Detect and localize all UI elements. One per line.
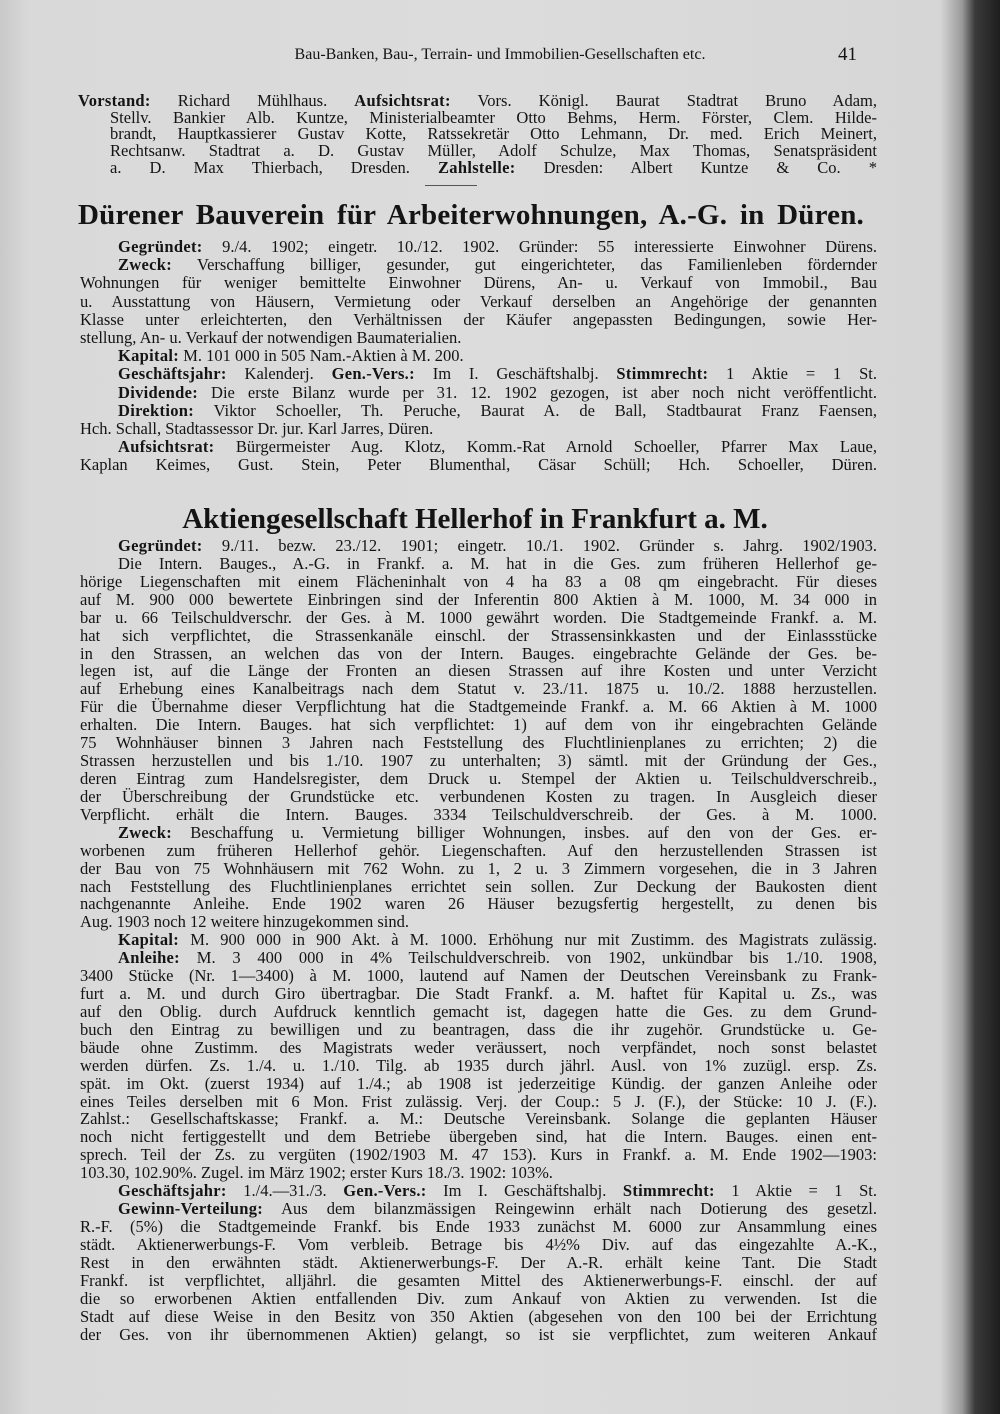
hellerhof-entry-line <box>80 1325 877 1345</box>
hellerhof-entry-line <box>118 1199 877 1219</box>
field-text: noch nicht fertiggestellt und dem Betriebe übergeben sind, hat die Intern. Bauges. einen ent- <box>80 1127 877 1147</box>
field-text: sprech. Teil der Zs. zu vergüten (1902/1903 M. 47 153). Kurs in Frankf. a. M. Ende 1902—1903: <box>80 1145 877 1165</box>
field-text: Aus dem bilanzmässigen Reingewinn erhält nach Dotierung des gesetzl. <box>263 1199 877 1218</box>
field-label: Gen.-Vers.: <box>331 364 415 384</box>
field-text: hörige Liegenschaften mit einem Flächeninhalt von 4 ha 83 a 08 qm eingebracht. Für dieses <box>80 571 877 591</box>
field-text: Klasse unter erleichterten, den Verhältnissen der Käufer angepassten Bedingungen, sowie Her- <box>80 309 877 329</box>
field-text: Für die Übernahme dieser Verpflichtung hat die Stadtgemeinde Frankf. a. M. 66 Aktien à M. 1000 <box>80 697 877 717</box>
field-text: der Ges. von ihr übernommenen Aktien) gelangt, so ist sie verpflichtet, zum weiteren Ankauf <box>80 1324 877 1344</box>
field-label: Geschäftsjahr: <box>118 364 227 384</box>
field-text: Kaplan Keimes, Gust. Stein, Peter Blumenthal, Cäsar Schüll; Hch. Schoeller, Düren. <box>80 455 877 475</box>
field-text: Hch. Schall, Stadtassessor Dr. jur. Karl Jarres, Düren. <box>80 419 434 438</box>
field-text: Aug. 1903 noch 12 weitere hinzugekommen sind. <box>80 912 410 932</box>
field-text: 9./11. bezw. 23./12. 1901; eingetr. 10./1. 1902. Gründer s. Jahrg. 1902/1903. <box>202 536 877 555</box>
field-label: Gewinn-Verteilung: <box>118 1199 264 1218</box>
field-text: brandt, Hauptkassierer Gustav Kotte, Ratssekretär Otto Lehmann, Dr. med. Erich Meinert, <box>110 124 877 144</box>
field-text: Vors. Königl. Baurat Stadtrat Bruno Adam, <box>450 91 877 110</box>
hellerhof-entry-line <box>80 1109 877 1129</box>
field-text: Stadt auf diese Weise in den Besitz von 350 Aktien (abgesehen von den 100 bei der Errichtung <box>80 1306 877 1326</box>
field-text: nach Feststellung des Fluchtlinienplanes errichtet sein sollen. Zur Deckung der Baukosten dient <box>80 876 877 896</box>
dueren-entry-line <box>118 346 877 366</box>
page-number: 41 <box>838 44 857 65</box>
dueren-entry-line <box>80 310 877 330</box>
field-label: Geschäftsjahr: <box>118 1181 227 1201</box>
dueren-entry-line <box>118 364 877 384</box>
field-text: M. 900 000 in 900 Akt. à M. 1000. Erhöhung nur mit Zustimm. des Magistrats zulässig. <box>179 930 877 950</box>
hellerhof-entry-line <box>80 751 877 771</box>
field-text: 75 Wohnhäuser binnen 3 Jahren nach Feststellung des Fluchtlinienplanes zu errichten; 2) die <box>80 733 877 753</box>
field-text: Stellv. Bankier Alb. Kuntze, Ministerialbeamter Otto Behms, Herm. Förster, Clem. Hilde- <box>110 107 877 127</box>
dueren-entry-line <box>118 437 877 457</box>
field-text: Wohnungen für weniger bemittelte Einwohner Dürens, An- u. Verkauf von Immobil., Bau <box>80 273 877 293</box>
field-text: 103.30, 102.90%. Zugel. im März 1902; erster Kurs 18./3. 1902: 103%. <box>80 1163 553 1183</box>
field-label: Kapital: <box>118 930 180 950</box>
hellerhof-entry-line <box>80 661 877 681</box>
field-text: Strassen herzustellen und bis 1./10. 1907 zu unterhalten; 3) sämtl. mit der Gründung der Ges., <box>80 751 877 770</box>
field-label: Zweck: <box>118 822 173 842</box>
field-text: buch den Eintrag zu bewilligen und zu beantragen, dass die ihr zugehör. Grundstücke u. Ge- <box>80 1019 877 1039</box>
field-text: 1./4.—31./3. <box>226 1181 344 1201</box>
field-text: Rechtsanw. Stadtrat a. D. Gustav Müller, Adolf Schulze, Max Thomas, Senatspräsident <box>110 141 877 161</box>
hellerhof-entry-line <box>80 1289 877 1309</box>
field-text: bar u. 66 Teilschuldverschr. der Ges. à M. 1000 gewährt worden. Die Stadtgemeinde Frankf. a. M. <box>80 607 877 627</box>
field-label: Kapital: <box>118 346 180 366</box>
field-text: städt. Aktienerwerbungs-F. Vom verbleib. Betrage bis 4½% Div. auf das eingezahlte A.-K., <box>80 1234 877 1254</box>
field-text: u. Ausstattung von Häusern, Vermietung oder Verkauf derselben an Angehörige der genannten <box>80 291 877 311</box>
field-label: Gegründet: <box>118 237 203 256</box>
dueren-entry-line <box>80 292 877 312</box>
field-text: die so erworbenen Aktien entfallenden Div. zum Ankauf von Aktien zu verwenden. Ist die <box>80 1288 877 1308</box>
field-label: Gegründet: <box>118 536 203 555</box>
previous-entry-line <box>110 158 877 178</box>
field-text: furt a. M. und durch Giro übertragbar. Die Stadt Frankf. a. M. haftet für Kapital u. Zs., was <box>80 984 877 1003</box>
field-label: Anleihe: <box>118 948 180 968</box>
field-text: stellung, An- u. Verkauf der notwendigen Baumaterialien. <box>80 328 462 347</box>
field-text: auf Erhebung eines Kanalbeitrags nach dem Statut v. 23./11. 1875 u. 10./2. 1888 herzustellen. <box>80 679 877 699</box>
dueren-entry-line <box>80 419 877 439</box>
field-label: Zweck: <box>118 255 173 275</box>
field-text: Die Intern. Bauges., A.-G. in Frankf. a. M. hat in die Ges. zum früheren Hellerhof ge- <box>118 553 877 573</box>
field-text: 9./4. 1902; eingetr. 10./12. 1902. Gründer: 55 interessierte Einwohner Dürens. <box>202 237 877 256</box>
field-text: bäude ohne Zustimm. des Magistrats weder veräussert, noch verpfändet, noch sonst belastet <box>80 1037 877 1057</box>
dueren-entry-line <box>80 273 877 293</box>
field-text: Zahlst.: Gesellschaftskasse; Frankf. a. M.: Deutsche Vereinsbank. Solange die geplanten Häuser <box>80 1109 877 1129</box>
field-label: Gen.-Vers.: <box>343 1181 427 1201</box>
field-text: der Überschreibung der Grundstücke etc. verbundenen Kosten zu tragen. In Ausgleich dieser <box>80 786 877 806</box>
entry-title-hellerhof: Aktiengesellschaft Hellerhof in Frankfurt a. M. <box>182 503 768 535</box>
field-label: Zahlstelle: <box>438 157 516 177</box>
field-text: legen ist, auf die Länge der Fronten an diesen Strassen auf ihre Kosten und unter Verzicht <box>80 661 877 681</box>
field-text: a. D. Max Thierbach, Dresden. <box>110 157 438 177</box>
field-text: Verschaffung billiger, gesunder, gut eingerichteter, das Familienleben fördernder <box>172 255 877 275</box>
field-text: worbenen zum früheren Hellerhof gehör. Liegenschaften. Auf den herzustellenden Strassen ist <box>80 840 877 860</box>
field-label: Stimmrecht: <box>622 1181 715 1201</box>
field-text: 1 Aktie = 1 St. <box>714 1181 877 1201</box>
field-text: nachgenannte Anleihe. Ende 1902 waren 26 Häuser bezugsfertig hergestellt, zu denen bis <box>80 894 877 914</box>
hellerhof-entry-line <box>80 841 877 861</box>
field-text: Im I. Geschäftshalbj. <box>426 1181 623 1201</box>
field-text: 1 Aktie = 1 St. <box>708 364 877 384</box>
dueren-entry-line <box>118 237 877 257</box>
field-label: Aufsichtsrat: <box>118 437 215 457</box>
field-text: Rest in den erwähnten städt. Aktienerwerbungs-F. Der A.-R. erhält keine Tant. Die Stadt <box>80 1252 877 1272</box>
field-text: erhalten. Die Intern. Bauges. hat sich verpflichtet: 1) auf dem von ihr eingebrachten Gelände <box>80 715 877 735</box>
field-label: Stimmrecht: <box>616 364 709 384</box>
field-text: Viktor Schoeller, Th. Peruche, Baurat A. de Ball, Stadtbaurat Franz Faensen, <box>194 400 877 420</box>
field-label: Aufsichtsrat: <box>354 91 451 110</box>
field-text: werden dürfen. Zs. 1./4. u. 1./10. Tilg. ab 1935 durch jährl. Ausl. von 1% zuzügl. ersp. Zs. <box>80 1055 877 1075</box>
dueren-entry-line <box>80 455 877 475</box>
field-text: M. 3 400 000 in 4% Teilschuldverschreib. von 1902, unkündbar bis 1./10. 1908, <box>179 948 877 968</box>
field-text: auf den Oblig. durch Aufdruck kenntlich gemacht ist, dagegen hatte die Ges. zu dem Grund- <box>80 1001 877 1021</box>
field-text: deren Eintrag zum Handelsregister, dem Druck u. Stempel der Aktien u. Teilschuldverschreib., <box>80 769 877 788</box>
dueren-entry-line <box>118 401 877 421</box>
field-text: Frankf. ist verpflichtet, alljährl. die gesamten Mittel des Aktienerwerbungs-F. einschl. der auf <box>80 1270 877 1290</box>
field-text: Richard Mühlhaus. <box>150 91 355 110</box>
field-text: 3400 Stücke (Nr. 1—3400) à M. 1000, lautend auf Namen der Deutschen Vereinsbank zu Frank- <box>80 966 877 986</box>
hellerhof-entry-line <box>118 930 877 950</box>
field-text: der Bau von 75 Wohnhäusern mit 762 Wohn. zu 1, 2 u. 3 Zimmern vorgesehen, die in 3 Jahren <box>80 858 877 878</box>
field-label: Vorstand: <box>78 91 151 110</box>
field-text: spät. im Okt. (zuerst 1934) auf 1./4.; ab 1908 ist jederzeitige Kündig. der ganzen Anleihe oder <box>80 1073 877 1093</box>
field-text: Dresden: Albert Kuntze & Co. * <box>515 157 877 177</box>
field-text: eines Teiles derselben mit 6 Mon. Frist zulässig. Verj. der Coup.: 5 J. (F.), der Stücke: 10 J. (F.). <box>80 1091 877 1111</box>
field-text: Beschaffung u. Vermietung billiger Wohnungen, insbes. auf den von der Ges. er- <box>172 822 877 842</box>
dueren-entry-line <box>80 328 877 348</box>
field-text: hat sich verpflichtet, die Strassenkanäle einschl. der Strassensinkkasten und der Einlassstücke <box>80 625 877 645</box>
section-divider <box>425 185 477 186</box>
field-text: Verpflicht. erhält die Intern. Bauges. 3334 Teilschuldverschreib. der Ges. à M. 1000. <box>80 804 877 824</box>
field-text: M. 101 000 in 505 Nam.-Aktien à M. 200. <box>179 346 464 366</box>
field-text: Die erste Bilanz wurde per 31. 12. 1902 gezogen, ist aber noch nicht veröffentlicht. <box>198 382 877 402</box>
running-header: Bau-Banken, Bau-, Terrain- und Immobilien-Gesellschaften etc. <box>294 46 706 63</box>
dueren-entry-line <box>118 255 877 275</box>
field-text: R.-F. (5%) die Stadtgemeinde Frankf. bis Ende 1933 zunächst M. 6000 zur Ansammlung eines <box>80 1217 877 1236</box>
hellerhof-entry-line <box>80 1020 877 1040</box>
field-text: Im I. Geschäftshalbj. <box>414 364 617 384</box>
field-text: in den Strassen, an welchen das von der Intern. Bauges. eingebrachte Gelände der Ges. be- <box>80 643 877 663</box>
field-text: Kalenderj. <box>226 364 332 384</box>
field-text: auf M. 900 000 bewertete Einbringen sind der Inferentin 800 Aktien à M. 1000, M. 34 000 in <box>80 589 877 609</box>
hellerhof-entry-line <box>80 572 877 592</box>
field-text: Bürgermeister Aug. Klotz, Komm.-Rat Arnold Schoeller, Pfarrer Max Laue, <box>214 437 877 457</box>
entry-title-dueren: Dürener Bauverein für Arbeiterwohnungen, A.-G. in Düren. <box>78 199 864 231</box>
dueren-entry-line <box>118 383 877 403</box>
field-label: Dividende: <box>118 382 199 402</box>
field-label: Direktion: <box>118 400 195 420</box>
